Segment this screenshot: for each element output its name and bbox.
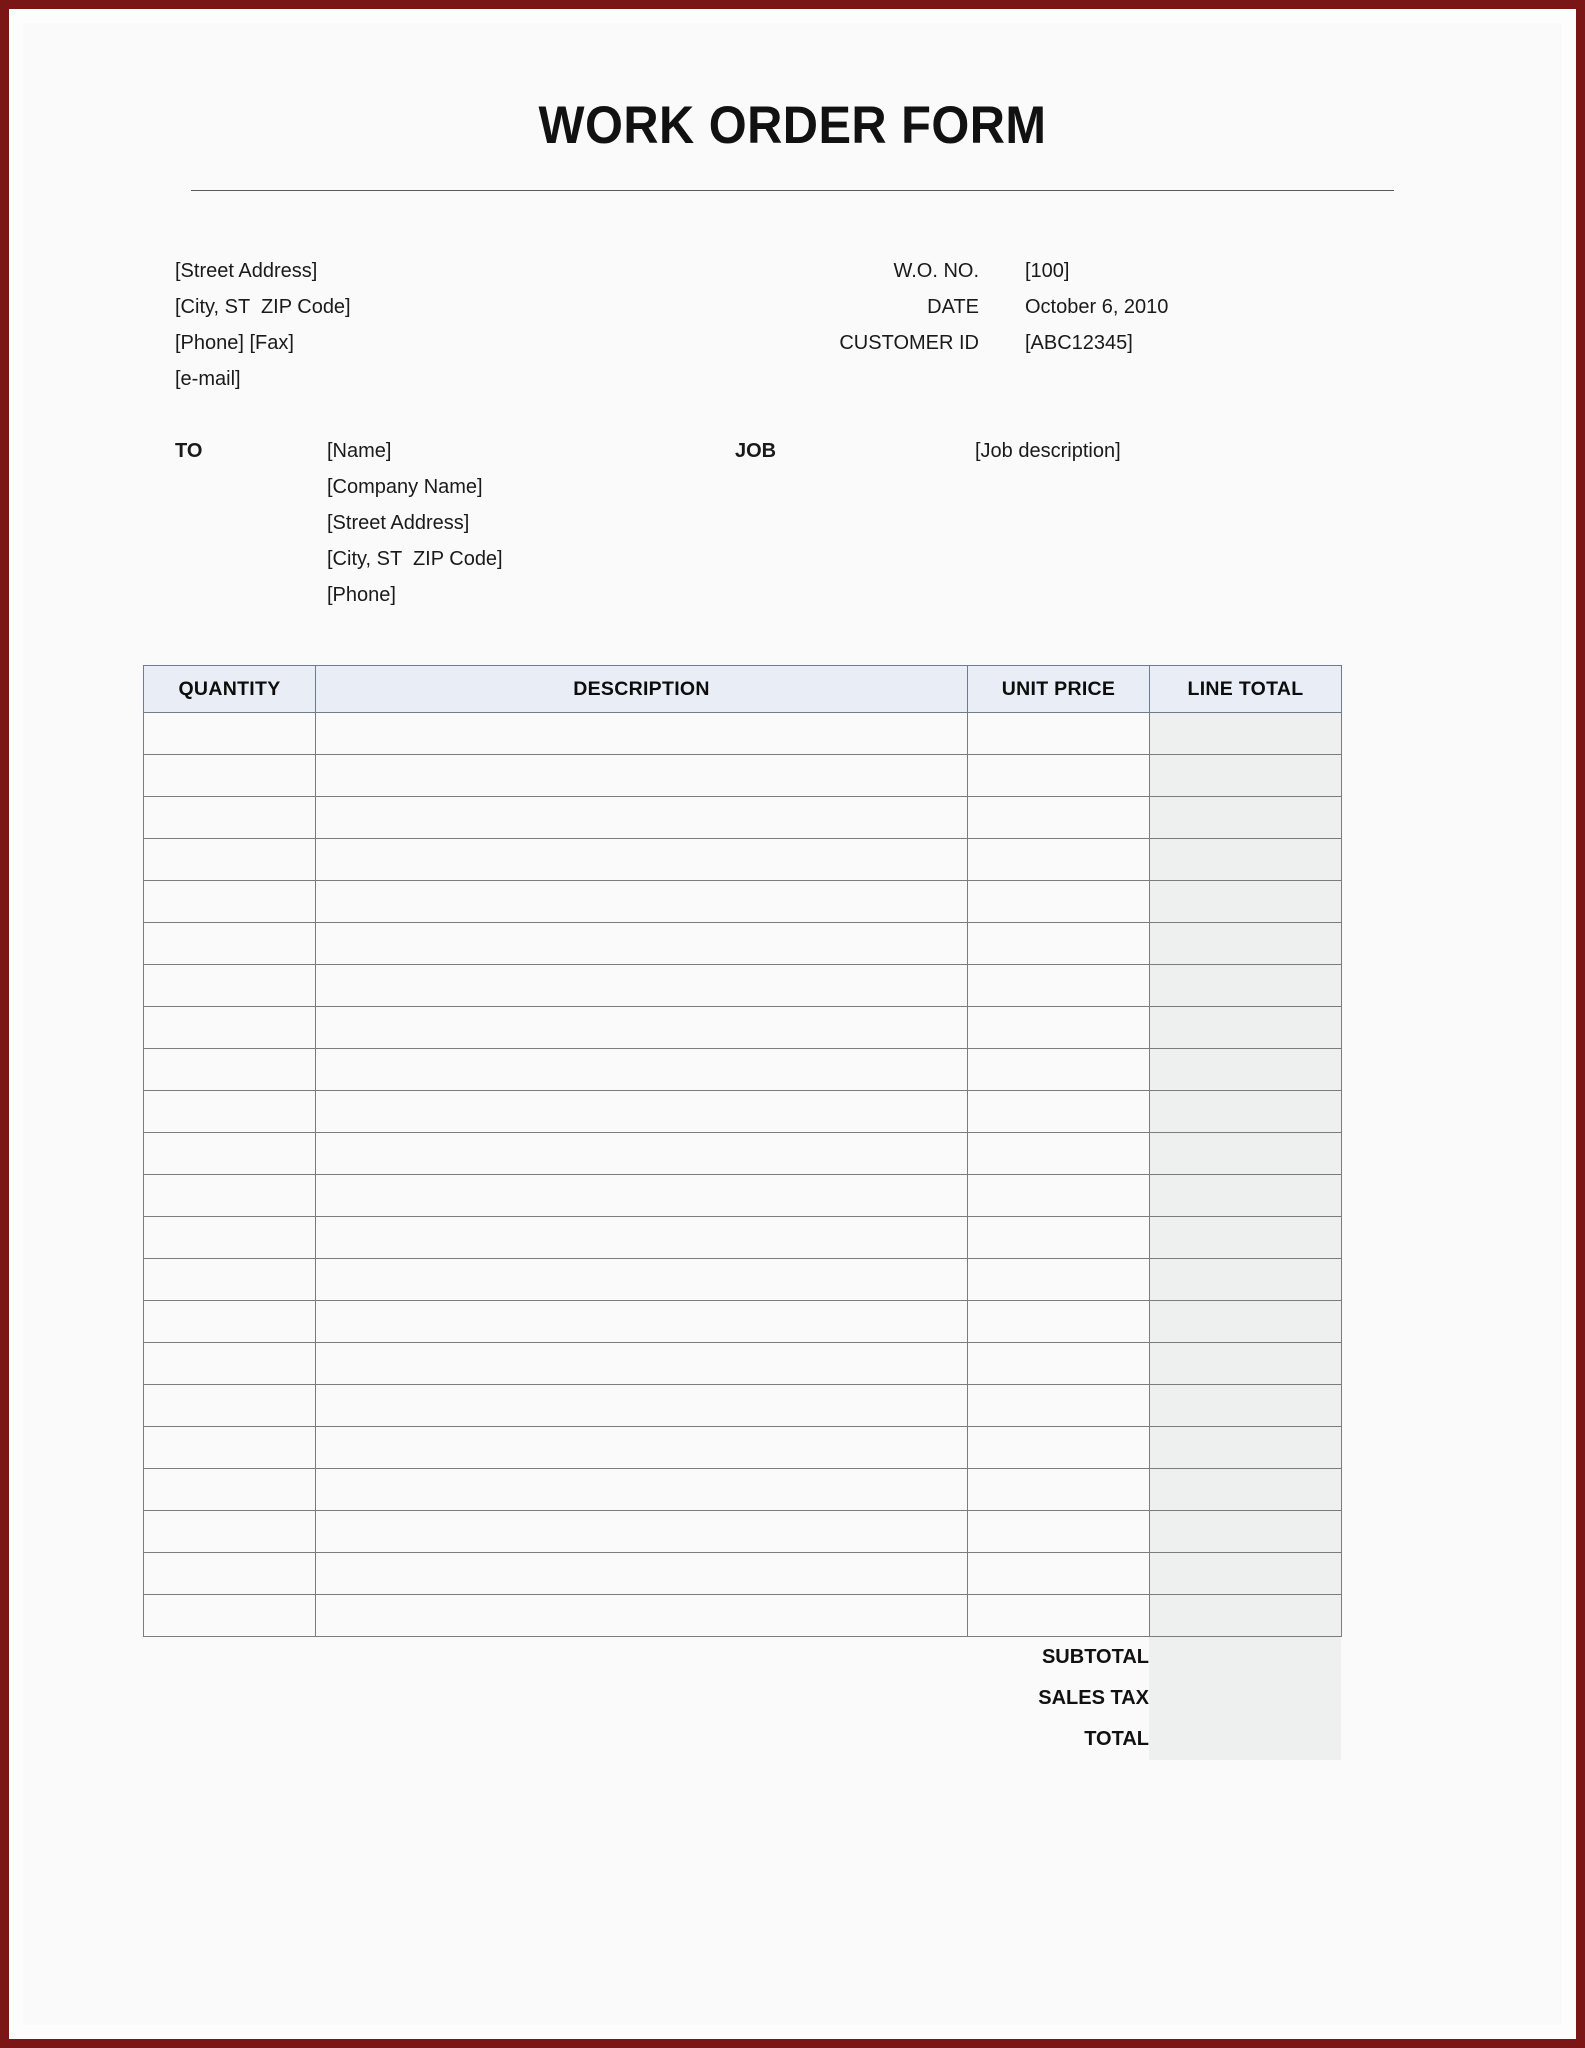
item-unit-price-cell[interactable] — [968, 797, 1150, 839]
item-description-cell[interactable] — [316, 923, 968, 965]
item-unit-price-cell[interactable] — [968, 1091, 1150, 1133]
line-items-table — [143, 665, 1342, 1637]
item-line-total-cell[interactable] — [1150, 1007, 1342, 1049]
item-description-cell[interactable] — [316, 1259, 968, 1301]
item-quantity-cell[interactable] — [144, 1595, 316, 1637]
item-line-total-cell[interactable] — [1150, 839, 1342, 881]
item-description-cell[interactable] — [316, 1427, 968, 1469]
recipient-section — [143, 433, 1442, 613]
order-info-row — [735, 289, 1442, 325]
item-description-cell[interactable] — [316, 1091, 968, 1133]
item-unit-price-cell[interactable] — [968, 1133, 1150, 1175]
work-order-number-value[interactable]: [100] — [1025, 260, 1070, 282]
order-info-row — [735, 253, 1442, 289]
item-line-total-cell[interactable] — [1150, 1259, 1342, 1301]
item-unit-price-cell[interactable] — [968, 1553, 1150, 1595]
table-row — [144, 965, 1342, 1007]
subtotal-label: SUBTOTAL — [1041, 1646, 1149, 1668]
bill-to-line[interactable]: [City, ST ZIP Code] — [327, 548, 503, 570]
sender-line: [Street Address] — [175, 260, 318, 282]
totals-spacer — [315, 1637, 967, 1678]
page-inner — [23, 23, 1562, 2025]
item-description-cell[interactable] — [316, 1469, 968, 1511]
item-description-cell[interactable] — [316, 1133, 968, 1175]
bill-to-block — [143, 433, 735, 613]
table-row — [144, 1427, 1342, 1469]
item-unit-price-cell[interactable] — [968, 1343, 1150, 1385]
item-line-total-cell[interactable] — [1150, 881, 1342, 923]
bill-to-line[interactable]: [Phone] — [327, 584, 396, 606]
table-row — [144, 1511, 1342, 1553]
item-description-cell[interactable] — [316, 797, 968, 839]
table-row — [144, 839, 1342, 881]
item-quantity-cell[interactable] — [144, 1133, 316, 1175]
customer-id-label: CUSTOMER ID — [839, 332, 979, 354]
bill-to-line[interactable]: [Company Name] — [327, 476, 483, 498]
item-line-total-cell[interactable] — [1150, 1301, 1342, 1343]
table-row — [144, 1259, 1342, 1301]
table-row — [144, 1049, 1342, 1091]
table-row — [144, 1469, 1342, 1511]
total-label: TOTAL — [1084, 1728, 1149, 1750]
item-quantity-cell[interactable] — [144, 1469, 316, 1511]
item-quantity-cell[interactable] — [144, 881, 316, 923]
table-row — [144, 881, 1342, 923]
item-line-total-cell[interactable] — [1150, 1553, 1342, 1595]
totals-spacer — [143, 1719, 315, 1760]
item-description-cell[interactable] — [316, 1595, 968, 1637]
item-quantity-cell[interactable] — [144, 1091, 316, 1133]
table-row — [144, 923, 1342, 965]
subtotal-value[interactable] — [1149, 1637, 1341, 1678]
item-description-cell[interactable] — [316, 1007, 968, 1049]
sender-line: [e-mail] — [175, 368, 241, 390]
item-line-total-cell[interactable] — [1150, 755, 1342, 797]
total-value[interactable] — [1149, 1719, 1341, 1760]
item-unit-price-cell[interactable] — [968, 1217, 1150, 1259]
item-quantity-cell[interactable] — [144, 1259, 316, 1301]
item-description-cell[interactable] — [316, 1385, 968, 1427]
table-header-row — [144, 666, 1342, 713]
item-quantity-cell[interactable] — [144, 839, 316, 881]
item-unit-price-cell[interactable] — [968, 1049, 1150, 1091]
item-unit-price-cell[interactable] — [968, 923, 1150, 965]
customer-id-value[interactable]: [ABC12345] — [1025, 332, 1133, 354]
item-quantity-cell[interactable] — [144, 1007, 316, 1049]
column-header-line-total: LINE TOTAL — [1150, 666, 1342, 713]
totals-row-total — [143, 1719, 1341, 1760]
item-description-cell[interactable] — [316, 713, 968, 755]
table-row — [144, 755, 1342, 797]
order-info-block — [735, 253, 1442, 397]
page-title: WORK ORDER FORM — [538, 96, 1047, 155]
job-description-value[interactable]: [Job description] — [975, 440, 1121, 462]
item-unit-price-cell[interactable] — [968, 713, 1150, 755]
item-quantity-cell[interactable] — [144, 965, 316, 1007]
item-line-total-cell[interactable] — [1150, 923, 1342, 965]
item-line-total-cell[interactable] — [1150, 1133, 1342, 1175]
item-description-cell[interactable] — [316, 1511, 968, 1553]
totals-row-subtotal — [143, 1637, 1341, 1678]
item-line-total-cell[interactable] — [1150, 797, 1342, 839]
column-header-unit-price: UNIT PRICE — [968, 666, 1150, 713]
item-unit-price-cell[interactable] — [968, 839, 1150, 881]
bill-to-line[interactable]: [Name] — [327, 440, 392, 462]
table-row — [144, 1595, 1342, 1637]
totals-spacer — [315, 1719, 967, 1760]
item-line-total-cell[interactable] — [1150, 1427, 1342, 1469]
item-quantity-cell[interactable] — [144, 755, 316, 797]
item-unit-price-cell[interactable] — [968, 1301, 1150, 1343]
totals-spacer — [315, 1678, 967, 1719]
table-row — [144, 1343, 1342, 1385]
item-line-total-cell[interactable] — [1150, 1175, 1342, 1217]
item-unit-price-cell[interactable] — [968, 1007, 1150, 1049]
item-quantity-cell[interactable] — [144, 713, 316, 755]
sender-address-block — [143, 253, 735, 397]
item-description-cell[interactable] — [316, 1343, 968, 1385]
sender-line: [City, ST ZIP Code] — [175, 296, 351, 318]
date-value[interactable]: October 6, 2010 — [1025, 296, 1169, 318]
item-quantity-cell[interactable] — [144, 923, 316, 965]
line-items-body — [144, 713, 1342, 1637]
title-divider — [191, 190, 1394, 191]
table-row — [144, 1217, 1342, 1259]
job-block — [735, 433, 1442, 613]
table-row — [144, 1301, 1342, 1343]
item-line-total-cell[interactable] — [1150, 1343, 1342, 1385]
item-description-cell[interactable] — [316, 1175, 968, 1217]
sender-line: [Phone] [Fax] — [175, 332, 294, 354]
item-description-cell[interactable] — [316, 965, 968, 1007]
table-row — [144, 1553, 1342, 1595]
item-quantity-cell[interactable] — [144, 1385, 316, 1427]
item-quantity-cell[interactable] — [144, 797, 316, 839]
line-items-section — [143, 665, 1442, 1760]
table-row — [144, 1133, 1342, 1175]
item-line-total-cell[interactable] — [1150, 1217, 1342, 1259]
item-quantity-cell[interactable] — [144, 1049, 316, 1091]
job-label: JOB — [735, 440, 777, 462]
item-description-cell[interactable] — [316, 1553, 968, 1595]
column-header-quantity: QUANTITY — [144, 666, 316, 713]
item-quantity-cell[interactable] — [144, 1301, 316, 1343]
item-description-cell[interactable] — [316, 881, 968, 923]
info-section — [143, 253, 1442, 397]
totals-spacer — [143, 1637, 315, 1678]
item-description-cell[interactable] — [316, 839, 968, 881]
item-line-total-cell[interactable] — [1150, 1385, 1342, 1427]
item-line-total-cell[interactable] — [1150, 713, 1342, 755]
item-quantity-cell[interactable] — [144, 1553, 316, 1595]
item-line-total-cell[interactable] — [1150, 1469, 1342, 1511]
item-quantity-cell[interactable] — [144, 1427, 316, 1469]
item-unit-price-cell[interactable] — [968, 1469, 1150, 1511]
table-row — [144, 713, 1342, 755]
item-unit-price-cell[interactable] — [968, 1595, 1150, 1637]
sales-tax-label: SALES TAX — [1038, 1687, 1149, 1709]
table-row — [144, 1385, 1342, 1427]
item-line-total-cell[interactable] — [1150, 1595, 1342, 1637]
item-description-cell[interactable] — [316, 1217, 968, 1259]
item-unit-price-cell[interactable] — [968, 1259, 1150, 1301]
item-quantity-cell[interactable] — [144, 1175, 316, 1217]
item-unit-price-cell[interactable] — [968, 1385, 1150, 1427]
item-quantity-cell[interactable] — [144, 1511, 316, 1553]
title-block — [143, 23, 1442, 191]
bill-to-line[interactable]: [Street Address] — [327, 512, 470, 534]
table-row — [144, 1175, 1342, 1217]
item-line-total-cell[interactable] — [1150, 1511, 1342, 1553]
item-description-cell[interactable] — [316, 1049, 968, 1091]
item-line-total-cell[interactable] — [1150, 1049, 1342, 1091]
column-header-description: DESCRIPTION — [316, 666, 968, 713]
item-quantity-cell[interactable] — [144, 1217, 316, 1259]
date-label: DATE — [927, 296, 979, 318]
bill-to-label: TO — [175, 440, 203, 462]
totals-spacer — [143, 1678, 315, 1719]
item-line-total-cell[interactable] — [1150, 1091, 1342, 1133]
totals-row-sales-tax — [143, 1678, 1341, 1719]
table-row — [144, 797, 1342, 839]
sales-tax-value[interactable] — [1149, 1678, 1341, 1719]
table-row — [144, 1007, 1342, 1049]
order-info-row — [735, 325, 1442, 361]
item-unit-price-cell[interactable] — [968, 1175, 1150, 1217]
table-row — [144, 1091, 1342, 1133]
item-quantity-cell[interactable] — [144, 1343, 316, 1385]
item-unit-price-cell[interactable] — [968, 881, 1150, 923]
item-line-total-cell[interactable] — [1150, 965, 1342, 1007]
item-unit-price-cell[interactable] — [968, 965, 1150, 1007]
work-order-number-label: W.O. NO. — [893, 260, 979, 282]
item-description-cell[interactable] — [316, 1301, 968, 1343]
totals-table — [143, 1637, 1341, 1760]
item-unit-price-cell[interactable] — [968, 1427, 1150, 1469]
item-unit-price-cell[interactable] — [968, 1511, 1150, 1553]
bill-to-lines — [327, 433, 503, 613]
item-description-cell[interactable] — [316, 755, 968, 797]
item-unit-price-cell[interactable] — [968, 755, 1150, 797]
